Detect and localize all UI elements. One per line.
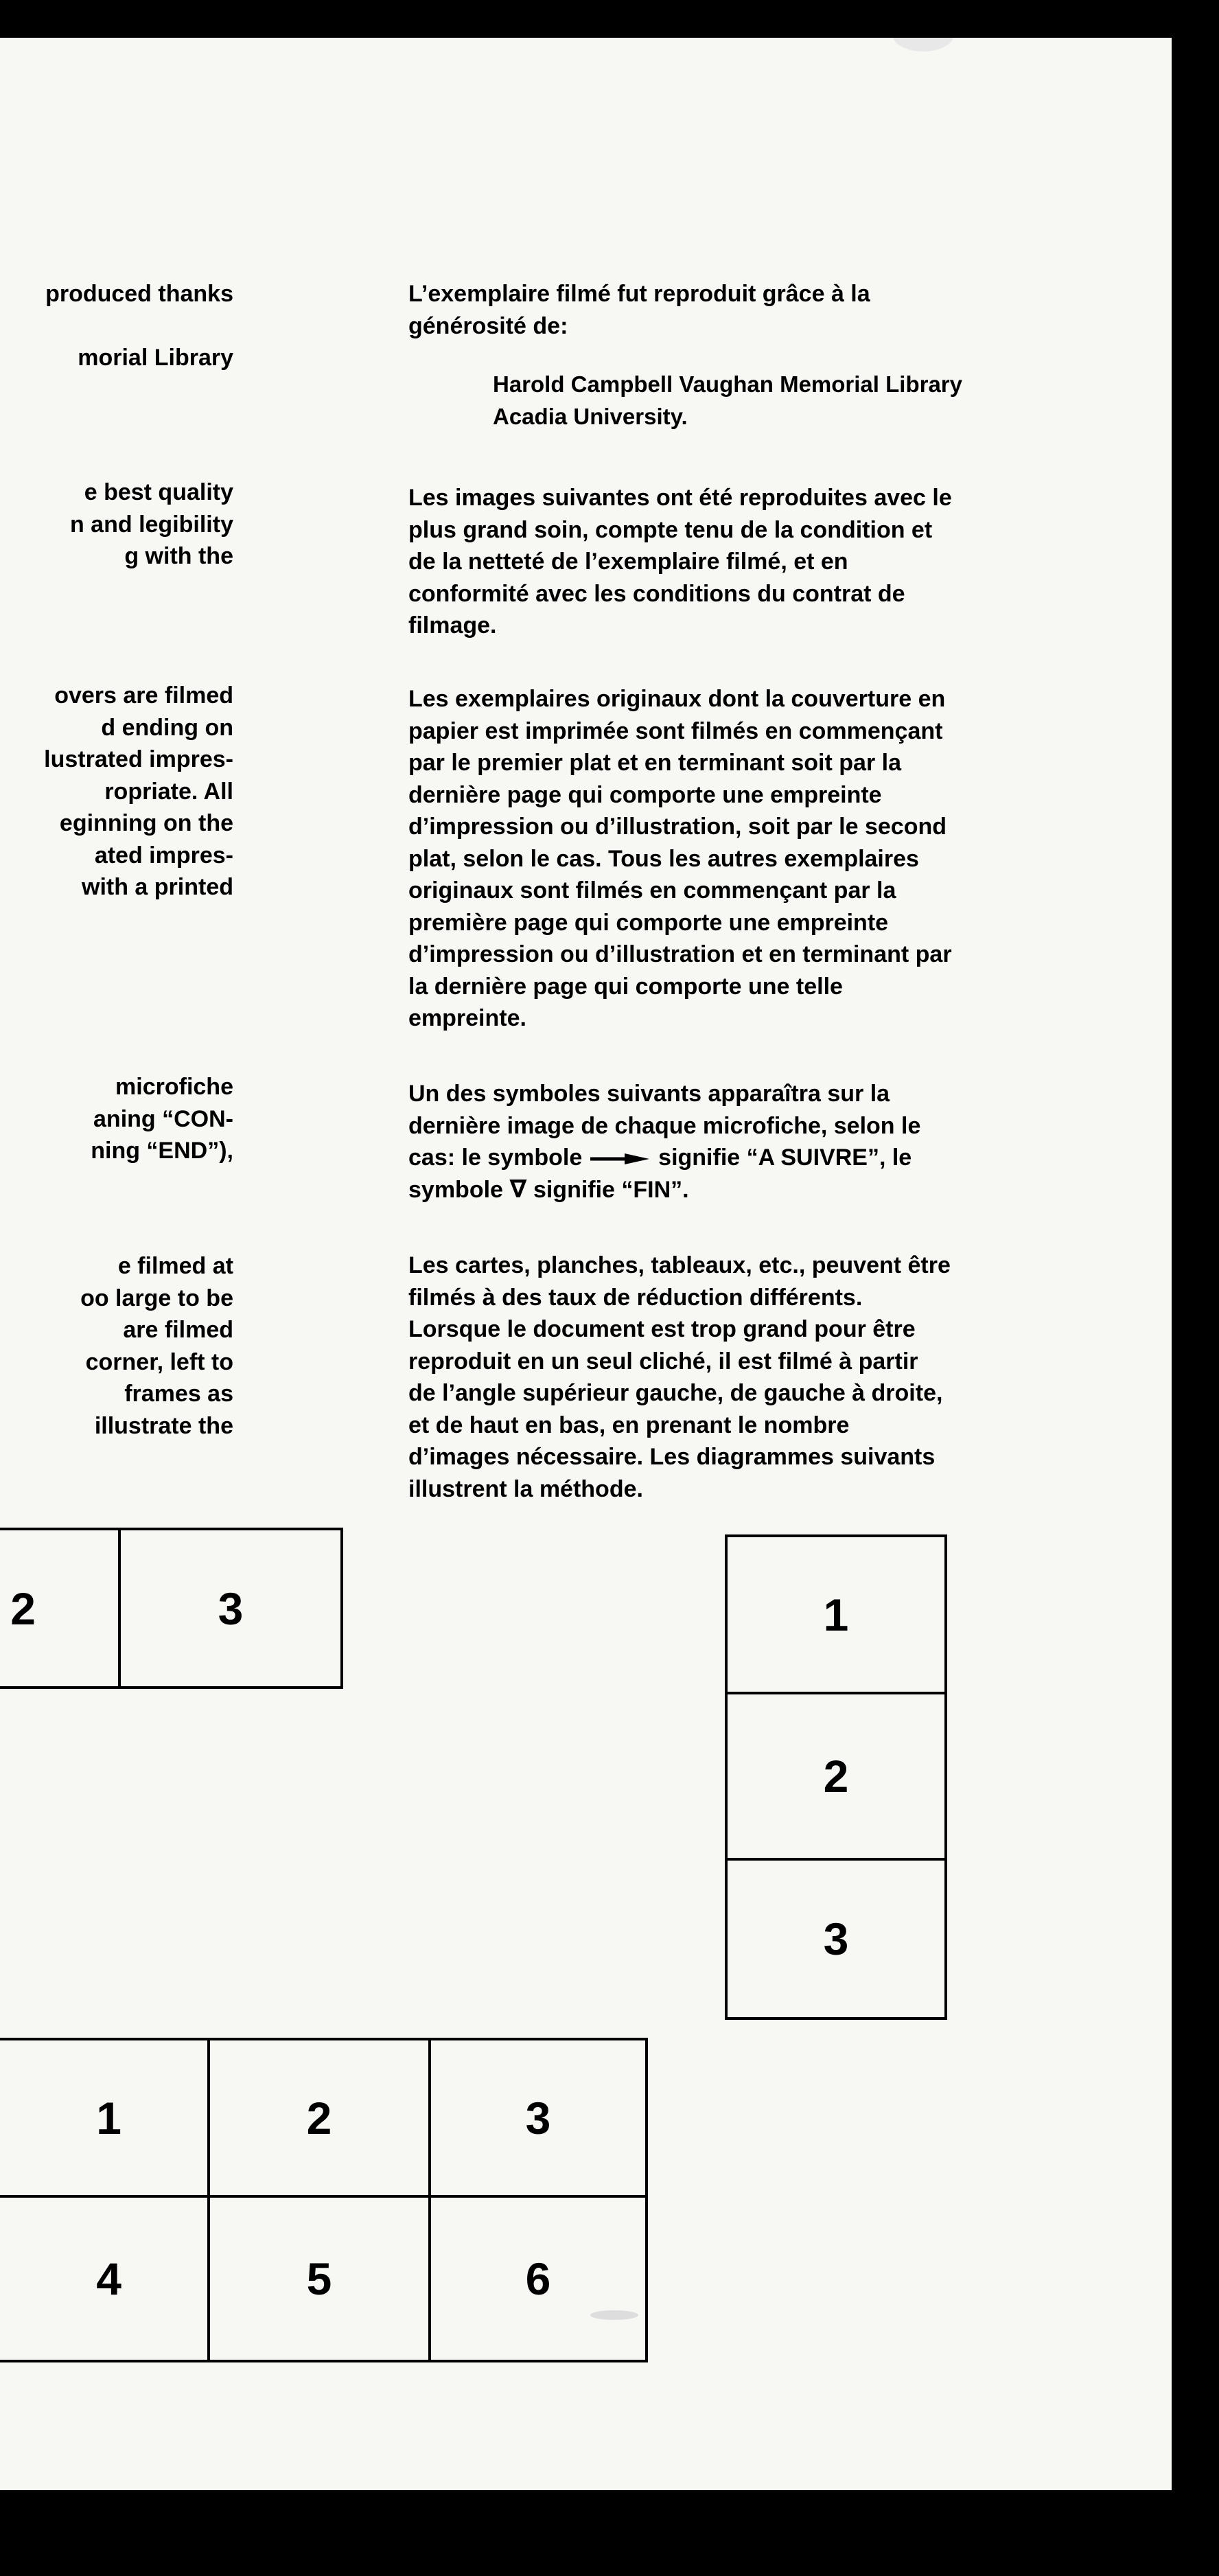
frame-cell [728, 1537, 944, 1694]
vertical-frames-diagram [725, 1534, 947, 2020]
text-line: d ending on [101, 714, 233, 741]
english-symbols-paragraph [0, 1071, 233, 1167]
text-line: L’exemplaire filmé fut reproduit grâce à la [408, 281, 870, 307]
text-line: de l’angle supérieur gauche, de gauche à droite, [408, 1380, 943, 1406]
english-credit-paragraph [0, 278, 233, 373]
text-line: g with the [124, 543, 233, 569]
text-line: première page qui comporte une empreinte [408, 909, 889, 936]
text-line: dernière image de chaque microfiche, selon le [408, 1112, 921, 1139]
text-line: aning “CON- [93, 1105, 233, 1132]
frame-number: 3 [218, 1583, 244, 1634]
text-line: signifie “FIN”. [533, 1176, 689, 1203]
frame-number: 2 [823, 1751, 849, 1802]
frame-cell [728, 1694, 944, 1861]
frame-number: 3 [525, 2092, 551, 2143]
text-line: oo large to be [80, 1285, 233, 1311]
text-line: e filmed at [117, 1253, 233, 1279]
frame-cell [728, 1861, 944, 2017]
text-line: microfiche [115, 1074, 233, 1100]
text-line: reproduit en un seul cliché, il est filmé à partir [408, 1348, 918, 1375]
text-line: et de haut en bas, en prenant le nombre [408, 1412, 850, 1438]
library-name [493, 369, 1172, 433]
frame-number: 4 [96, 2253, 121, 2304]
text-line: d’impression ou d’illustration et en terminant par [408, 941, 952, 967]
frame-cell [0, 1530, 121, 1686]
text-line: originaux sont filmés en commençant par la [408, 877, 896, 904]
text-line: Lorsque le document est trop grand pour être [408, 1316, 916, 1342]
text-line: Harold Campbell Vaughan Memorial Library [493, 371, 962, 397]
frame-cell [121, 1530, 340, 1686]
frame-number: 6 [525, 2253, 551, 2304]
text-line: la dernière page qui comporte une telle [408, 973, 843, 1000]
frame-cell [210, 2040, 428, 2195]
text-line: Un des symboles suivants apparaîtra sur la [408, 1081, 890, 1107]
frame-number: 3 [823, 1913, 849, 1964]
frame-cell [0, 2198, 207, 2360]
film-speck [892, 38, 954, 51]
english-covers-paragraph [0, 680, 233, 904]
text-line: eginning on the [59, 810, 233, 836]
english-quality-paragraph [0, 476, 233, 573]
french-quality-paragraph [408, 482, 1136, 642]
frame-number: 1 [96, 2092, 121, 2143]
frame-number: 1 [823, 1589, 849, 1640]
frame-cell [0, 2040, 207, 2195]
microfilm-page [0, 38, 1172, 2490]
frame-cell [431, 2198, 645, 2360]
text-line: empreinte. [408, 1005, 526, 1031]
frame-number: 2 [10, 1583, 36, 1634]
text-line: morial Library [78, 344, 233, 371]
text-line: dernière page qui comporte une empreinte [408, 781, 882, 808]
text-line: ropriate. All [104, 778, 233, 805]
text-line: ning “END”), [91, 1138, 233, 1164]
text-line: Les exemplaires originaux dont la couverture en [408, 686, 946, 712]
text-line: ated impres- [94, 842, 233, 869]
english-maps-paragraph [0, 1250, 233, 1442]
text-line: Les cartes, planches, tableaux, etc., peuvent être [408, 1252, 951, 1278]
text-line: symbole [408, 1176, 503, 1203]
text-line: are filmed [123, 1317, 233, 1343]
text-line: de la netteté de l’exemplaire filmé, et en [408, 549, 848, 575]
frame-cell [431, 2040, 645, 2195]
text-line: par le premier plat et en terminant soit par la [408, 750, 901, 776]
grid-frames-diagram [0, 2038, 648, 2362]
french-credit-paragraph [408, 278, 1136, 342]
frame-number: 5 [306, 2253, 332, 2304]
text-line: cas: le symbole [408, 1145, 583, 1171]
text-line: Acadia University. [493, 403, 688, 429]
text-line: n and legibility [69, 511, 233, 538]
text-line: d’images nécessaire. Les diagrammes suivants [408, 1444, 936, 1470]
french-symbols-paragraph [408, 1078, 1136, 1206]
frame-number: 2 [306, 2092, 332, 2143]
french-covers-paragraph [408, 683, 1136, 1035]
text-line: e best quality [84, 479, 233, 505]
text-line: overs are filmed [54, 682, 233, 709]
text-line: frames as [124, 1381, 233, 1407]
frame-cell [210, 2198, 428, 2360]
text-line: générosité de: [408, 312, 568, 339]
end-triangle-icon: ∇ [509, 1175, 527, 1204]
text-line: d’impression ou d’illustration, soit par le second [408, 814, 947, 840]
text-line: papier est imprimée sont filmés en commençant [408, 717, 943, 744]
text-line: filmés à des taux de réduction différents. [408, 1284, 863, 1311]
text-line: illustrent la méthode. [408, 1475, 643, 1502]
text-line: lustrated impres- [44, 746, 233, 772]
continued-arrow-icon [589, 1152, 652, 1166]
text-line: illustrate the [94, 1412, 233, 1439]
text-line: filmage. [408, 612, 497, 639]
text-line: signifie “A SUIVRE”, le [658, 1145, 912, 1171]
text-line: with a printed [82, 874, 233, 900]
french-maps-paragraph [408, 1250, 1136, 1505]
horizontal-frames-diagram [0, 1528, 343, 1689]
text-line: corner, left to [85, 1348, 233, 1375]
text-line: produced thanks [45, 281, 233, 307]
text-line: plat, selon le cas. Tous les autres exemplaires [408, 845, 919, 872]
text-line: conformité avec les conditions du contrat de [408, 580, 905, 607]
text-line: plus grand soin, compte tenu de la condition et [408, 516, 933, 543]
text-line: Les images suivantes ont été reproduites avec le [408, 485, 952, 511]
